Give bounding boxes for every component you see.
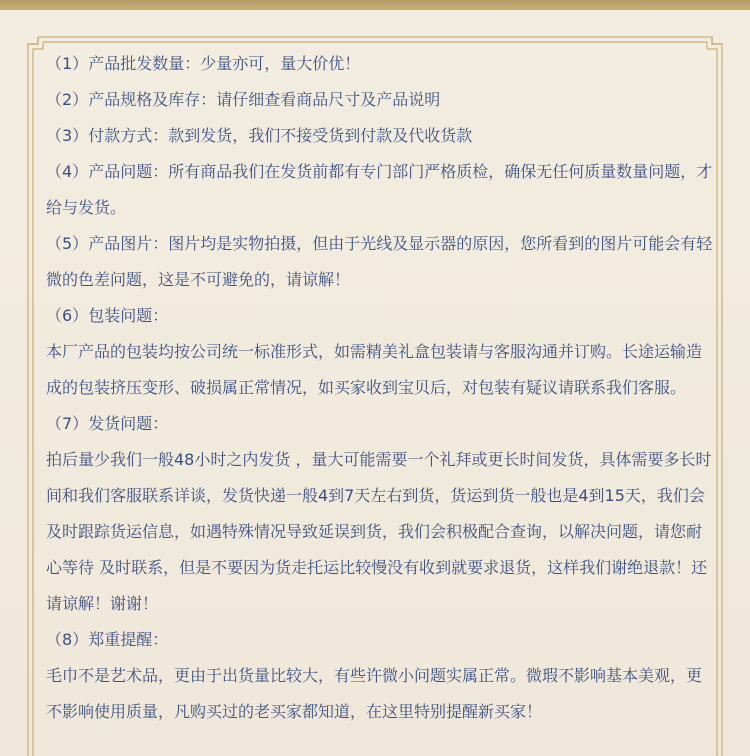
terms-item-5: （5）产品图片：图片均是实物拍摄，但由于光线及显示器的原因，您所看到的图片可能会有轻微的色差问题，这是不可避免的，请谅解！: [46, 234, 713, 289]
terms-item-1: （1）产品批发数量：少量亦可，量大价优！: [46, 54, 361, 73]
terms-item-2: （2）产品规格及库存：请仔细查看商品尺寸及产品说明: [46, 90, 441, 109]
terms-list: [46, 46, 716, 730]
terms-item-4: （4）产品问题：所有商品我们在发货前都有专门部门严格质检，确保无任何质量数量问题，才给与发货。: [46, 162, 713, 217]
terms-item-6-heading: （6）包装问题：: [46, 306, 169, 325]
terms-item-8-body: 毛巾不是艺术品，更由于出货量比较大，有些许微小问题实属正常。微瑕不影响基本美观，更不影响使用质量，凡购买过的老买家都知道，在这里特别提醒新买家！: [46, 666, 703, 721]
terms-item-3: （3）付款方式：款到发货，我们不接受货到付款及代收货款: [46, 126, 473, 145]
terms-item-6-body: 本厂产品的包装均按公司统一标准形式，如需精美礼盒包装请与客服沟通并订购。长途运输造成的包装挤压变形、破损属正常情况，如买家收到宝贝后，对包装有疑议请联系我们客服。: [46, 342, 703, 397]
terms-item-7-body: 拍后量少我们一般48小时之内发货 ，量大可能需要一个礼拜或更长时间发货，具体需要多长时间和我们客服联系详谈，发货快递一般4到7天左右到货，货运到货一般也是4到15天，我们会及时跟踪货运信息，如遇特殊情况导致延误到货，我们会积极配合查询，以解决问题，请您耐心等待 及时联系，但是不要因为货走托运比较慢没有收到就要求退货，这样我们谢绝退款！还请谅解！谢谢！: [46, 450, 712, 613]
terms-item-7-heading: （7）发货问题：: [46, 414, 169, 433]
terms-item-8-heading: （8）郑重提醒：: [46, 630, 169, 649]
